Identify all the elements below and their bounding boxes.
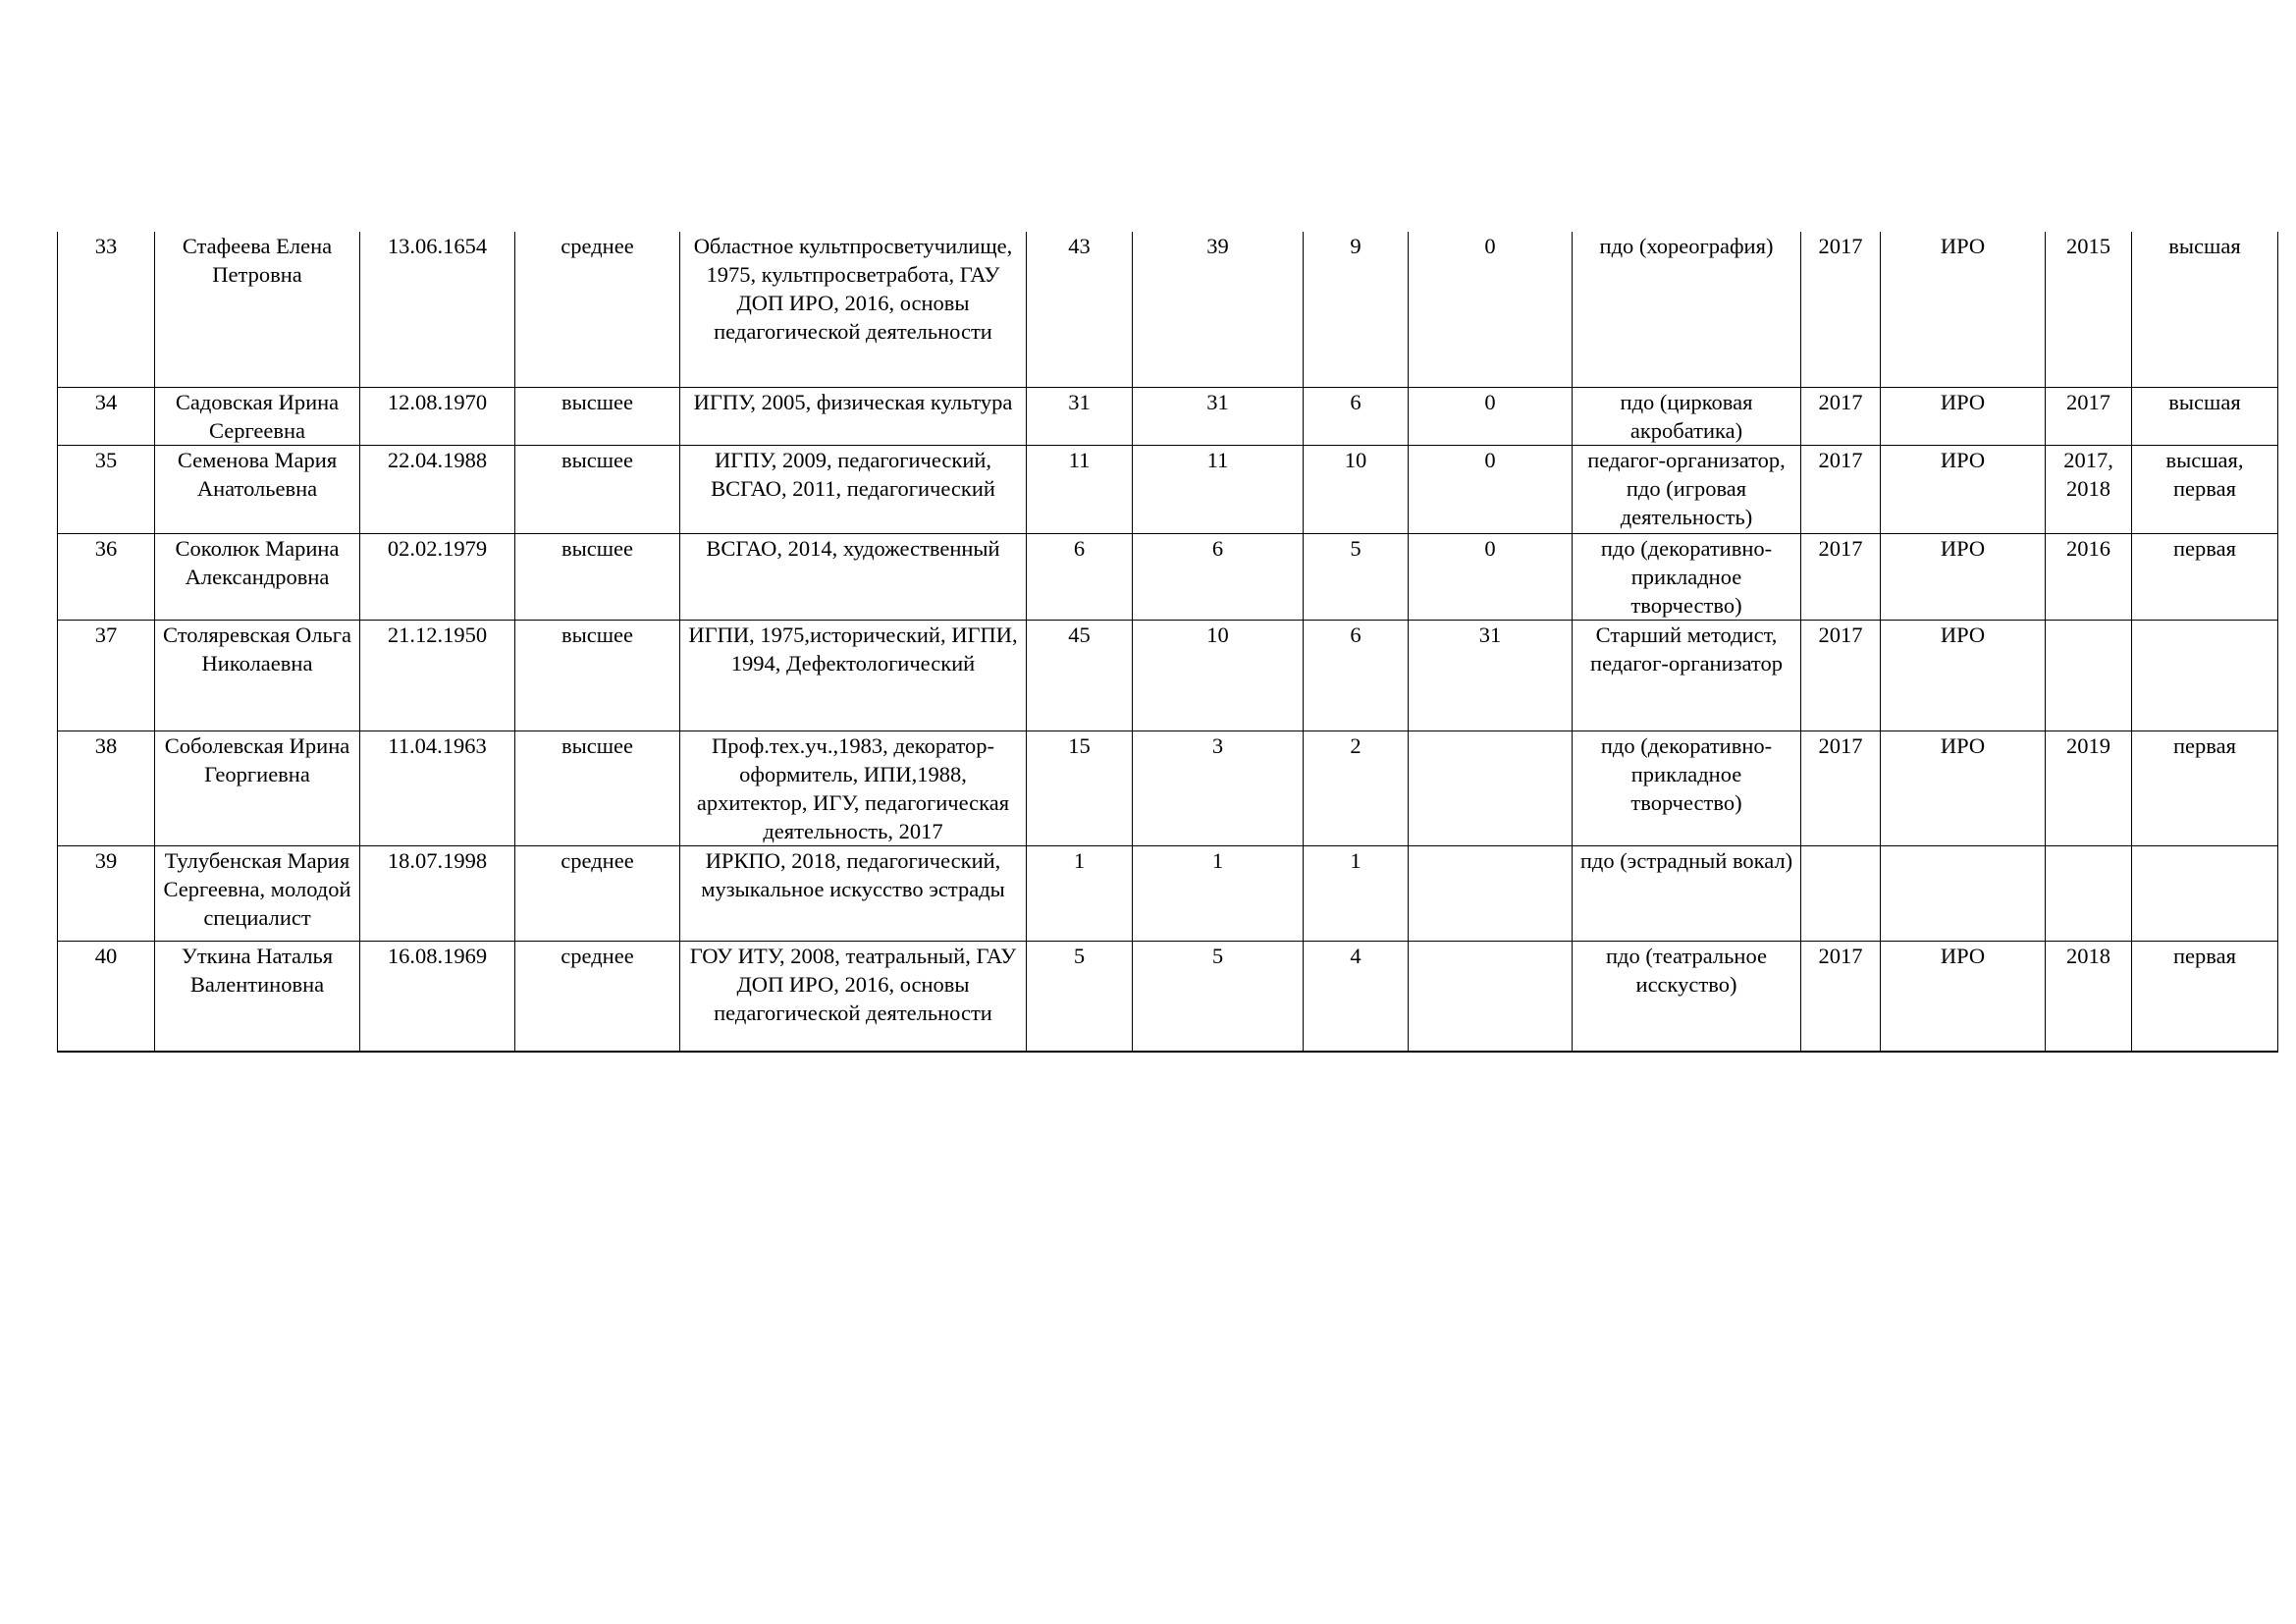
category-year-cell: 2015	[2046, 232, 2132, 387]
teaching-experience-cell: 6	[1133, 533, 1304, 620]
category-year-cell: 2017	[2046, 387, 2132, 445]
position-cell: пдо (декоративно-прикладное творчество)	[1573, 731, 1801, 845]
education-details-cell: ИРКПО, 2018, педагогический, музыкальное искусство эстрады	[680, 845, 1027, 941]
birth-date-cell: 12.08.1970	[360, 387, 515, 445]
education-level-cell: высшее	[515, 620, 680, 731]
education-level-cell: высшее	[515, 387, 680, 445]
full-name-cell: Уткина Наталья Валентиновна	[155, 941, 360, 1052]
institution-experience-cell: 5	[1304, 533, 1409, 620]
row-number-cell: 40	[58, 941, 155, 1052]
full-name-cell: Столяревская Ольга Николаевна	[155, 620, 360, 731]
position-cell: Старший методист, педагог-организатор	[1573, 620, 1801, 731]
teaching-experience-cell: 39	[1133, 232, 1304, 387]
education-level-cell: высшее	[515, 533, 680, 620]
row-number-cell: 36	[58, 533, 155, 620]
teaching-experience-cell: 5	[1133, 941, 1304, 1052]
birth-date-cell: 18.07.1998	[360, 845, 515, 941]
other-experience-cell	[1409, 845, 1573, 941]
position-cell: пдо (хореография)	[1573, 232, 1801, 387]
row-number-cell: 37	[58, 620, 155, 731]
category-year-cell: 2017, 2018	[2046, 445, 2132, 533]
course-place-cell: ИРО	[1881, 445, 2046, 533]
other-experience-cell: 0	[1409, 445, 1573, 533]
position-cell: педагог-организатор, пдо (игровая деятельность)	[1573, 445, 1801, 533]
total-experience-cell: 15	[1027, 731, 1133, 845]
birth-date-cell: 02.02.1979	[360, 533, 515, 620]
category-year-cell: 2018	[2046, 941, 2132, 1052]
education-details-cell: ВСГАО, 2014, художественный	[680, 533, 1027, 620]
total-experience-cell: 31	[1027, 387, 1133, 445]
birth-date-cell: 11.04.1963	[360, 731, 515, 845]
education-details-cell: Областное культпросветучилище, 1975, культпросветработа, ГАУ ДОП ИРО, 2016, основы педагогической деятельности	[680, 232, 1027, 387]
row-number-cell: 35	[58, 445, 155, 533]
table-row	[58, 845, 2278, 941]
position-cell: пдо (эстрадный вокал)	[1573, 845, 1801, 941]
table-row	[58, 445, 2278, 533]
education-details-cell: Проф.тех.уч.,1983, декоратор-оформитель, ИПИ,1988, архитектор, ИГУ, педагогическая деятельность, 2017	[680, 731, 1027, 845]
course-place-cell: ИРО	[1881, 941, 2046, 1052]
total-experience-cell: 43	[1027, 232, 1133, 387]
course-year-cell: 2017	[1801, 387, 1881, 445]
birth-date-cell: 16.08.1969	[360, 941, 515, 1052]
category-cell: первая	[2132, 731, 2278, 845]
category-cell: высшая, первая	[2132, 445, 2278, 533]
course-place-cell: ИРО	[1881, 620, 2046, 731]
category-cell	[2132, 620, 2278, 731]
course-place-cell: ИРО	[1881, 232, 2046, 387]
education-details-cell: ИГПУ, 2005, физическая культура	[680, 387, 1027, 445]
category-year-cell: 2016	[2046, 533, 2132, 620]
course-place-cell: ИРО	[1881, 533, 2046, 620]
education-level-cell: среднее	[515, 232, 680, 387]
table-row	[58, 387, 2278, 445]
course-place-cell	[1881, 845, 2046, 941]
position-cell: пдо (театральное исскуство)	[1573, 941, 1801, 1052]
category-cell: высшая	[2132, 232, 2278, 387]
total-experience-cell: 1	[1027, 845, 1133, 941]
position-cell: пдо (цирковая акробатика)	[1573, 387, 1801, 445]
table-row	[58, 533, 2278, 620]
full-name-cell: Соболевская Ирина Георгиевна	[155, 731, 360, 845]
total-experience-cell: 11	[1027, 445, 1133, 533]
education-level-cell: среднее	[515, 941, 680, 1052]
position-cell: пдо (декоративно-прикладное творчество)	[1573, 533, 1801, 620]
category-cell	[2132, 845, 2278, 941]
other-experience-cell: 0	[1409, 232, 1573, 387]
course-year-cell: 2017	[1801, 731, 1881, 845]
teaching-experience-cell: 31	[1133, 387, 1304, 445]
course-year-cell: 2017	[1801, 941, 1881, 1052]
table-row	[58, 731, 2278, 845]
row-number-cell: 34	[58, 387, 155, 445]
institution-experience-cell: 9	[1304, 232, 1409, 387]
category-year-cell	[2046, 845, 2132, 941]
total-experience-cell: 5	[1027, 941, 1133, 1052]
birth-date-cell: 13.06.1654	[360, 232, 515, 387]
other-experience-cell: 0	[1409, 533, 1573, 620]
birth-date-cell: 22.04.1988	[360, 445, 515, 533]
teaching-experience-cell: 3	[1133, 731, 1304, 845]
education-details-cell: ИГПИ, 1975,исторический, ИГПИ, 1994, Дефектологический	[680, 620, 1027, 731]
full-name-cell: Стафеева Елена Петровна	[155, 232, 360, 387]
other-experience-cell: 31	[1409, 620, 1573, 731]
education-level-cell: среднее	[515, 845, 680, 941]
row-number-cell: 38	[58, 731, 155, 845]
course-year-cell	[1801, 845, 1881, 941]
birth-date-cell: 21.12.1950	[360, 620, 515, 731]
teaching-experience-cell: 1	[1133, 845, 1304, 941]
education-level-cell: высшее	[515, 445, 680, 533]
course-place-cell: ИРО	[1881, 387, 2046, 445]
full-name-cell: Семенова Мария Анатольевна	[155, 445, 360, 533]
table-row	[58, 232, 2278, 387]
course-year-cell: 2017	[1801, 620, 1881, 731]
course-year-cell: 2017	[1801, 232, 1881, 387]
institution-experience-cell: 10	[1304, 445, 1409, 533]
education-level-cell: высшее	[515, 731, 680, 845]
institution-experience-cell: 2	[1304, 731, 1409, 845]
row-number-cell: 39	[58, 845, 155, 941]
category-cell: высшая	[2132, 387, 2278, 445]
teaching-experience-cell: 10	[1133, 620, 1304, 731]
teaching-experience-cell: 11	[1133, 445, 1304, 533]
table-row	[58, 620, 2278, 731]
institution-experience-cell: 6	[1304, 387, 1409, 445]
full-name-cell: Тулубенская Мария Сергеевна, молодой специалист	[155, 845, 360, 941]
course-year-cell: 2017	[1801, 533, 1881, 620]
education-details-cell: ИГПУ, 2009, педагогический, ВСГАО, 2011, педагогический	[680, 445, 1027, 533]
category-year-cell: 2019	[2046, 731, 2132, 845]
staff-table	[57, 232, 2278, 1053]
other-experience-cell	[1409, 941, 1573, 1052]
row-number-cell: 33	[58, 232, 155, 387]
full-name-cell: Садовская Ирина Сергеевна	[155, 387, 360, 445]
total-experience-cell: 6	[1027, 533, 1133, 620]
category-cell: первая	[2132, 533, 2278, 620]
table-row	[58, 941, 2278, 1052]
institution-experience-cell: 6	[1304, 620, 1409, 731]
course-place-cell: ИРО	[1881, 731, 2046, 845]
category-year-cell	[2046, 620, 2132, 731]
education-details-cell: ГОУ ИТУ, 2008, театральный, ГАУ ДОП ИРО, 2016, основы педагогической деятельности	[680, 941, 1027, 1052]
other-experience-cell	[1409, 731, 1573, 845]
total-experience-cell: 45	[1027, 620, 1133, 731]
other-experience-cell: 0	[1409, 387, 1573, 445]
course-year-cell: 2017	[1801, 445, 1881, 533]
institution-experience-cell: 1	[1304, 845, 1409, 941]
institution-experience-cell: 4	[1304, 941, 1409, 1052]
table-body	[58, 232, 2278, 1052]
full-name-cell: Соколюк Марина Александровна	[155, 533, 360, 620]
category-cell: первая	[2132, 941, 2278, 1052]
